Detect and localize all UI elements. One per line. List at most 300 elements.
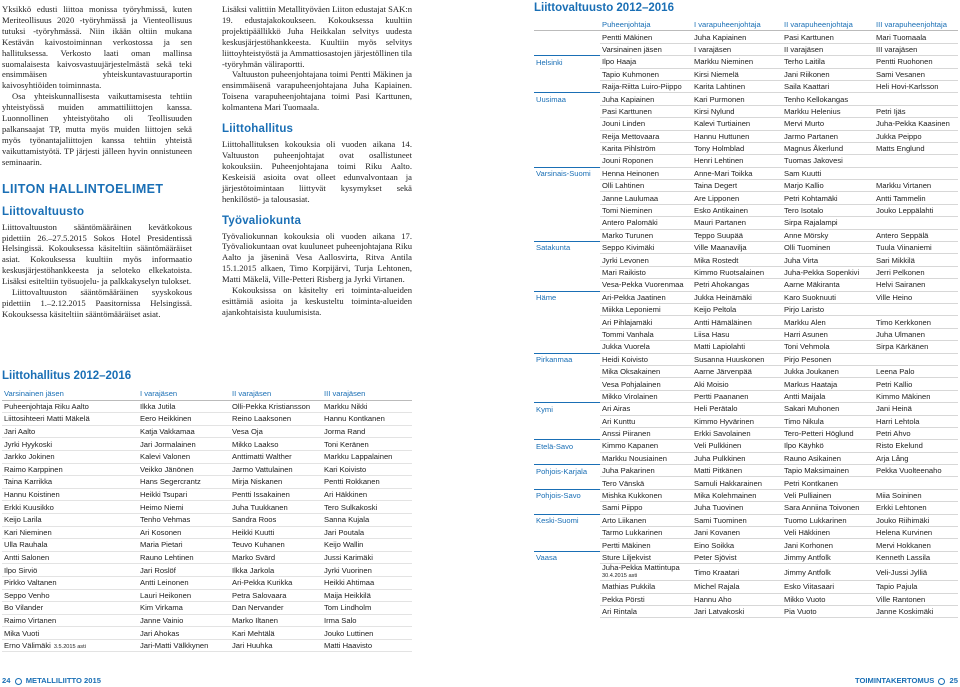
table-cell: Juha Pulkkinen <box>692 452 782 464</box>
table-cell: Sakari Muhonen <box>782 403 874 415</box>
table-cell: Sari Mikkilä <box>874 254 958 266</box>
table-cell: Seppo Venho <box>2 589 138 602</box>
table-cell: Petri Kallio <box>874 378 958 390</box>
table-cell: Tommi Vanhala <box>600 328 692 340</box>
table-cell: Aarne Järvenpää <box>692 365 782 377</box>
table-cell: Jani Riikonen <box>782 68 874 80</box>
table-cell <box>534 605 600 617</box>
table-cell: Jari Aalto <box>2 425 138 438</box>
table-cell: Jukka Vuorela <box>600 341 692 353</box>
table-cell: Mervi Murto <box>782 118 874 130</box>
table-cell: Maija Heikkilä <box>322 589 412 602</box>
table-cell: Pohjois-Karjala <box>534 465 600 477</box>
paragraph: Työvaliokunnan kokouksia oli vuoden aikana 17. Työvaliokuntaan ovat kuuluneet puheenjohtajana Riku Aalto ja jäseninä Vesa Aallosvirta, Ritva Antila 15.1.2015 alkaen, Timo Korpijärvi, Turja Lehtonen, Matti Mäkelä, Ville-Petteri Risberg ja Jyrki Virtanen. <box>222 230 412 285</box>
table-cell: Mika Kolehmainen <box>692 489 782 501</box>
table-cell: Kymi <box>534 403 600 415</box>
table-cell: Antti Salonen <box>2 551 138 564</box>
table-cell <box>534 80 600 92</box>
paragraph: Liittovaltuuston sääntömääräinen kevätkokous pidettiin 26.–27.5.2015 Sokos Hotel Presidentissä Helsingissä. Kokouksessa käsiteltiin sääntömääräiset asiat. Kokouksessa kuultiin myös informaatio keskusjärjestöhankkeesta ja seloteko elkekatoista. Lisäksi esiteltiin työsuojelu- ja palkkakyselyn tulokset. <box>2 221 192 287</box>
table-cell: Antero Palomäki <box>600 217 692 229</box>
table-cell: Juha-Pekka Kaasinen <box>874 118 958 130</box>
table-cell: Hannu Huttunen <box>692 130 782 142</box>
table-cell: Juha Tuukkanen <box>230 501 322 514</box>
table-cell: Anssi Piiranen <box>600 427 692 439</box>
table-cell <box>534 452 600 464</box>
table-cell: Juha Tuovinen <box>692 502 782 514</box>
table-cell <box>534 527 600 539</box>
table-cell: Mirja Niskanen <box>230 476 322 489</box>
table-cell: Erkki Kuusikko <box>2 501 138 514</box>
table-cell: Matti Lapiolahti <box>692 341 782 353</box>
table-cell: Veli Pulkkinen <box>692 440 782 452</box>
table-row <box>2 526 412 539</box>
table-row <box>534 43 958 55</box>
table-cell: Veli-Jussi Jylliä <box>874 564 958 581</box>
subsection-heading: Liittohallitus <box>222 123 294 136</box>
table-cell: Arto Liikanen <box>600 514 692 526</box>
table-row <box>534 539 958 551</box>
table-cell: Ari-Pekka Kurikka <box>230 576 322 589</box>
table-cell: Kimmo Ruotsalainen <box>692 266 782 278</box>
table-cell: Timo Kraatari <box>692 564 782 581</box>
table-cell: Ilkka Jutila <box>138 400 230 413</box>
table-cell: Toni Keränen <box>322 438 412 451</box>
footer-text: METALLILIITTO 2015 <box>25 676 101 685</box>
table-cell: Harri Lehtola <box>874 415 958 427</box>
table-cell: Harri Asunen <box>782 328 874 340</box>
table-cell: Heimo Niemi <box>138 501 230 514</box>
table-cell: Kari Purmonen <box>692 93 782 105</box>
table-cell: Ari Kunttu <box>600 415 692 427</box>
table-row <box>534 68 958 80</box>
table-cell: Pentti Rokkanen <box>322 476 412 489</box>
table-cell: Tuula Viinaniemi <box>874 242 958 254</box>
date-note: 30.4.2015 asti <box>602 573 638 580</box>
table-cell: Timo Kerkkonen <box>874 316 958 328</box>
table-cell: Aki Moisio <box>692 378 782 390</box>
table-cell: Toni Vehmola <box>782 341 874 353</box>
table-cell: Kenneth Lassila <box>874 551 958 563</box>
table-cell: Keski-Suomi <box>534 514 600 526</box>
paragraph: Valtuuston puheenjohtajana toimi Pentti Mäkinen ja ensimmäisenä varapuheenjohtajana Juha Kapiainen. Toisena varapuheenjohtajana toimi Pasi Karttunen, kolmantena Mari Tuomaala. <box>222 69 412 113</box>
table-cell: Karita Pihlström <box>600 142 692 154</box>
table-cell: Jorma Rand <box>322 425 412 438</box>
table-cell: Pasi Karttunen <box>782 31 874 43</box>
table-cell: I varajäsen <box>138 388 230 400</box>
table-cell: Mika Oksakainen <box>600 365 692 377</box>
table-cell <box>534 477 600 489</box>
table-cell <box>534 192 600 204</box>
table-cell: Saila Kaattari <box>782 80 874 92</box>
table-cell: Tuomas Jakovesi <box>782 155 874 167</box>
table-cell: Bo Vilander <box>2 602 138 615</box>
table-cell: Tero Vänskä <box>600 477 692 489</box>
table-cell: Ulla Rauhala <box>2 539 138 552</box>
table-row <box>2 576 412 589</box>
table-cell: Heidi Koivisto <box>600 353 692 365</box>
table-row <box>534 279 958 291</box>
table-cell: Ari Rintala <box>600 605 692 617</box>
table-cell: Jukka Heinämäki <box>692 291 782 303</box>
table-cell: III varapuheenjohtaja <box>874 19 958 31</box>
table-cell: Varsinais-Suomi <box>534 167 600 179</box>
footer-right <box>855 676 958 685</box>
table-cell: Jari Poutala <box>322 526 412 539</box>
table-row <box>2 589 412 602</box>
table-cell: Terho Laitila <box>782 56 874 68</box>
table-row <box>2 425 412 438</box>
table-cell: Ari Kosonen <box>138 526 230 539</box>
table-cell <box>534 118 600 130</box>
table-cell: Juha Ulmanen <box>874 328 958 340</box>
table-cell: Eino Soikka <box>692 539 782 551</box>
table-cell: Karita Lahtinen <box>692 80 782 92</box>
table-cell: Petri Kontkanen <box>782 477 874 489</box>
table-cell: Mathias Pukkila <box>600 581 692 593</box>
table-cell <box>534 390 600 402</box>
table-cell: Jussi Karimäki <box>322 551 412 564</box>
table-row <box>534 142 958 154</box>
table-cell: Seppo Kivimäki <box>600 242 692 254</box>
table-row <box>534 452 958 464</box>
table-cell: Mika Vuoti <box>2 627 138 640</box>
table-cell: Jari Ahokas <box>138 627 230 640</box>
table-cell <box>534 581 600 593</box>
table-cell: Jyrki Vuorinen <box>322 564 412 577</box>
table-cell: Tenho Vehmas <box>138 513 230 526</box>
table-cell: Heli Perätalo <box>692 403 782 415</box>
table-cell: Raimo Virtanen <box>2 614 138 627</box>
table-cell: Jimmy Antfolk <box>782 551 874 563</box>
table-cell: Varsinainen jäsen <box>600 43 692 55</box>
table-cell: Jani Kovanen <box>692 527 782 539</box>
table-cell: Antti Tammelin <box>874 192 958 204</box>
table-cell: Antti Leinonen <box>138 576 230 589</box>
table-cell: Sam Kuutti <box>782 167 874 179</box>
table-cell: Jani Heinä <box>874 403 958 415</box>
table-cell: Tuomo Lukkarinen <box>782 514 874 526</box>
table-cell: Markku Alen <box>782 316 874 328</box>
table-cell: Varsinainen jäsen <box>2 388 138 400</box>
table-cell: Kalevi Turtiainen <box>692 118 782 130</box>
table-cell: Jari Latvakoski <box>692 605 782 617</box>
table-cell: Antti Hämäläinen <box>692 316 782 328</box>
table-row <box>2 539 412 552</box>
table-cell: Petra Salovaara <box>230 589 322 602</box>
table-cell: Anttimatti Walther <box>230 450 322 463</box>
table-row <box>2 627 412 640</box>
table-cell: Risto Ekelund <box>874 440 958 452</box>
table-cell: Ville Rantonen <box>874 593 958 605</box>
table-cell <box>534 266 600 278</box>
paragraph: Lisäksi valittiin Metallityöväen Liiton edustajat SAK:n 19. edustajakokoukseen. Kokouksessa kuultiin projektipäällikkö Juha Heikkalan selvitys uudesta keskusjärjestöhankkeesta. Kuultiin myös selvitys liittoyhteistyöstä ja Ammattiosastojen järjestöllinen tila -työryhmän väliraportti. <box>222 4 412 69</box>
table-cell: Janne Koskimäki <box>874 605 958 617</box>
table-cell: Samuli Hakkarainen <box>692 477 782 489</box>
table-cell: Karo Suoknuuti <box>782 291 874 303</box>
table-cell: Etelä-Savo <box>534 440 600 452</box>
council-table-section <box>534 2 958 618</box>
table-cell <box>874 155 958 167</box>
table-cell: Kim Virkama <box>138 602 230 615</box>
circle-icon <box>15 678 22 685</box>
table-cell: Jarkko Jokinen <box>2 450 138 463</box>
table-cell: Markku Nousiainen <box>600 452 692 464</box>
table-cell: Petri Ahokangas <box>692 279 782 291</box>
table-cell: Heikki Ahtimaa <box>322 576 412 589</box>
table-cell <box>534 68 600 80</box>
table-row <box>534 105 958 117</box>
table-cell: Helsinki <box>534 56 600 68</box>
table-cell: Tapio Pajula <box>874 581 958 593</box>
table-cell: Kirsi Niemelä <box>692 68 782 80</box>
table-cell: Markku Nieminen <box>692 56 782 68</box>
table-cell <box>534 564 600 581</box>
table-cell: Pirkko Valtanen <box>2 576 138 589</box>
table-row <box>534 31 958 43</box>
table-title: Liittohallitus 2012–2016 <box>2 370 132 382</box>
table-cell: II varapuheenjohtaja <box>782 19 874 31</box>
table-cell: Juha Virta <box>782 254 874 266</box>
table-row <box>534 204 958 216</box>
table-cell: Pertti Paananen <box>692 390 782 402</box>
table-cell: Markku Helenius <box>782 105 874 117</box>
table-cell: Eero Heikkinen <box>138 413 230 426</box>
table-cell: Jari Roslöf <box>138 564 230 577</box>
table-cell: Rauno Lehtinen <box>138 551 230 564</box>
table-cell: Pasi Karttunen <box>600 105 692 117</box>
table-row <box>2 639 412 652</box>
table-row <box>534 378 958 390</box>
table-cell: I varapuheenjohtaja <box>692 19 782 31</box>
table-row <box>2 513 412 526</box>
table-row <box>534 93 958 105</box>
table-cell: Hans Segercrantz <box>138 476 230 489</box>
table-cell: Jimmy Antfolk <box>782 564 874 581</box>
paragraph: Yksikkö edusti liittoa monissa työryhmissä, kuten Meriteollisuus 2020 -työryhmässä ja Vienteollisuus tutuksi -työryhmässä. Niin ikään oltiin mukana Kestävän kaivostoiminnan verkostossa ja sen hallituksessa. Verkosto laati oman mallinsa suomalaisesta kaivosvastuujärjestelmästä sekä teki ensimmäisen yhteiskuntavastuuraportin kaivosyhtiöiden toiminnasta. <box>2 4 192 91</box>
table-cell: Markku Nikki <box>322 400 412 413</box>
table-cell <box>874 353 958 365</box>
table-row <box>534 593 958 605</box>
table-cell: Pentti Ruohonen <box>874 56 958 68</box>
table-row <box>534 303 958 315</box>
table-cell: Leena Palo <box>874 365 958 377</box>
table-cell: II varajäsen <box>782 43 874 55</box>
column-left <box>2 4 192 320</box>
table-cell: Sirpa Rajalampi <box>782 217 874 229</box>
table-title: Liittovaltuusto 2012–2016 <box>534 2 674 14</box>
table-cell: Ari Pihlajamäki <box>600 316 692 328</box>
table-cell: Tony Holmblad <box>692 142 782 154</box>
table-cell <box>534 180 600 192</box>
table-cell <box>874 93 958 105</box>
table-cell: Hannu Koistinen <box>2 488 138 501</box>
table-cell <box>534 254 600 266</box>
table-row <box>534 291 958 303</box>
table-cell: Keijo Larila <box>2 513 138 526</box>
table-cell: Matts Englund <box>874 142 958 154</box>
table-cell <box>534 341 600 353</box>
table-cell: Pirkanmaa <box>534 353 600 365</box>
table-cell <box>534 217 600 229</box>
table-cell: Sirpa Kärkänen <box>874 341 958 353</box>
table-cell: Markku Lappalainen <box>322 450 412 463</box>
table-cell: Petri Ahvo <box>874 427 958 439</box>
table-row <box>534 390 958 402</box>
table-cell: Kirsi Nylund <box>692 105 782 117</box>
table-cell: Michel Rajala <box>692 581 782 593</box>
table-cell: Pirjo Laristo <box>782 303 874 315</box>
table-cell: Tapio Kuhmonen <box>600 68 692 80</box>
table-row <box>534 341 958 353</box>
table-cell <box>2 639 138 652</box>
table-cell: Ville Heino <box>874 291 958 303</box>
table-cell: Pekka Vuolteenaho <box>874 465 958 477</box>
table-cell: Satakunta <box>534 242 600 254</box>
table-cell: Teuvo Kuhanen <box>230 539 322 552</box>
member-name: Erno Välimäki <box>4 641 51 651</box>
table-row <box>2 551 412 564</box>
table-cell: Markku Virtanen <box>874 180 958 192</box>
table-cell: Mikko Virolainen <box>600 390 692 402</box>
table-cell <box>534 204 600 216</box>
table-cell: Irma Salo <box>322 614 412 627</box>
table-cell: Juha Kapiainen <box>692 31 782 43</box>
table-cell: Magnus Åkerlund <box>782 142 874 154</box>
table-row <box>534 551 958 563</box>
table-cell: Janne Laulumaa <box>600 192 692 204</box>
table-row <box>2 450 412 463</box>
table-cell: Veli Pulliainen <box>782 489 874 501</box>
table-cell: Petri Ijäs <box>874 105 958 117</box>
table-cell: Matti Pitkänen <box>692 465 782 477</box>
subsection-heading: Liittovaltuusto <box>2 205 85 218</box>
table-cell: Olli Lahtinen <box>600 180 692 192</box>
table-row <box>534 19 958 31</box>
table-cell: Heikki Tsupari <box>138 488 230 501</box>
table-cell: Pertti Mäkinen <box>600 539 692 551</box>
table-row <box>534 564 958 581</box>
table-cell: Miia Soininen <box>874 489 958 501</box>
table-row <box>2 388 412 400</box>
table-cell <box>874 303 958 315</box>
table-row <box>534 180 958 192</box>
table-cell: Puheenjohtaja <box>600 19 692 31</box>
paragraph: Kokouksissa on käsitelty eri toiminta-alueiden esittämiä asioita ja keskusteltu toiminta-alueiden ajankohtaisista kuulumisista. <box>222 285 412 317</box>
table-cell: Jyrki Hyykoski <box>2 438 138 451</box>
table-cell: Ilpo Sirviö <box>2 564 138 577</box>
table-cell: Erkki Lehtonen <box>874 502 958 514</box>
table-cell: Raija-Riitta Luiro-Piippo <box>600 80 692 92</box>
table-cell: Jari Jormalainen <box>138 438 230 451</box>
table-row <box>534 605 958 617</box>
table-cell: Mika Rostedt <box>692 254 782 266</box>
paragraph: Liittovaltuuston sääntömääräinen syyskokous pidettiin 1.–2.12.2015 Paasitornissa Helsingissä. Kokouksessa käsiteltiin sääntömääräiset asiat. <box>2 287 192 319</box>
table-cell: Markus Haataja <box>782 378 874 390</box>
paragraph: Liittohallituksen kokouksia oli vuoden aikana 14. Valtuuston puheenjohtajat ovat osallistuneet kokouksiin. Puheenjohtajana toimi Riku Aalto. Keskeisiä asioita ovat olleet edunvalvontaan ja järjestötoimintaan liittyvät kysymykset sekä henkilöstö- ja talousasiat. <box>222 139 412 204</box>
table-row <box>534 403 958 415</box>
table-cell <box>534 130 600 142</box>
table-cell: Ilkka Jarkola <box>230 564 322 577</box>
table-row <box>534 477 958 489</box>
table-cell <box>534 142 600 154</box>
table-cell: Vesa Pohjalainen <box>600 378 692 390</box>
table-cell: Sanna Kujala <box>322 513 412 526</box>
board-table-section <box>2 370 412 652</box>
table-cell: Jouko Riihimäki <box>874 514 958 526</box>
table-cell: Susanna Huuskonen <box>692 353 782 365</box>
table-cell: Rauno Asikainen <box>782 452 874 464</box>
table-cell: Pirjo Pesonen <box>782 353 874 365</box>
date-note: 3.5.2015 asti <box>53 644 86 651</box>
footer-left <box>2 676 101 685</box>
table-cell: Lauri Heikonen <box>138 589 230 602</box>
table-cell: Mari Tuomaala <box>874 31 958 43</box>
table-cell: Dan Nervander <box>230 602 322 615</box>
table-cell: Pentti Mäkinen <box>600 31 692 43</box>
table-row <box>2 488 412 501</box>
table-row <box>534 56 958 68</box>
table-row <box>534 502 958 514</box>
table-row <box>534 254 958 266</box>
table-cell: Keijo Peltola <box>692 303 782 315</box>
table-cell: Henna Heinonen <box>600 167 692 179</box>
table-cell: Jouko Luttinen <box>322 627 412 640</box>
table-cell: Teppo Suupää <box>692 229 782 241</box>
table-cell: Jerri Pelkonen <box>874 266 958 278</box>
table-cell: Tero Sulkakoski <box>322 501 412 514</box>
table-row <box>534 229 958 241</box>
table-cell: Heikki Kuutti <box>230 526 322 539</box>
table-row <box>534 192 958 204</box>
council-table <box>534 19 958 618</box>
table-cell: Jani Korhonen <box>782 539 874 551</box>
table-cell: III varajäsen <box>874 43 958 55</box>
table-cell: Pekka Pörsti <box>600 593 692 605</box>
table-cell: Jari-Matti Välkkynen <box>138 639 230 652</box>
table-cell: Liisa Hasu <box>692 328 782 340</box>
table-cell: Veikko Jänönen <box>138 463 230 476</box>
table-cell: Puheenjohtaja Riku Aalto <box>2 400 138 413</box>
table-cell: Reino Laaksonen <box>230 413 322 426</box>
table-cell <box>534 593 600 605</box>
table-cell <box>534 19 600 31</box>
table-cell: Juha-Pekka Sopenkivi <box>782 266 874 278</box>
table-cell: Maria Pietari <box>138 539 230 552</box>
subsection-heading: Työvaliokunta <box>222 214 302 227</box>
table-cell: Jouni Roponen <box>600 155 692 167</box>
table-cell: Anne Mörsky <box>782 229 874 241</box>
table-cell: I varajäsen <box>692 43 782 55</box>
table-cell: Matti Haavisto <box>322 639 412 652</box>
table-row <box>534 427 958 439</box>
table-cell: Esko Antikainen <box>692 204 782 216</box>
table-cell: Hannu Kontkanen <box>322 413 412 426</box>
table-cell <box>534 328 600 340</box>
table-cell <box>534 539 600 551</box>
page-number: 24 <box>2 676 11 685</box>
table-cell: Anne-Mari Toikka <box>692 167 782 179</box>
page-number: 25 <box>949 676 958 685</box>
table-row <box>534 266 958 278</box>
table-cell: Kimmo Hyvärinen <box>692 415 782 427</box>
section-heading: LIITON HALLINTOELIMET <box>2 181 164 196</box>
circle-icon <box>938 678 945 685</box>
table-cell: Esko Viitasaari <box>782 581 874 593</box>
table-row <box>2 463 412 476</box>
table-cell: Tero-Petteri Höglund <box>782 427 874 439</box>
table-cell: Janne Vainio <box>138 614 230 627</box>
table-cell: Tero Isotalo <box>782 204 874 216</box>
